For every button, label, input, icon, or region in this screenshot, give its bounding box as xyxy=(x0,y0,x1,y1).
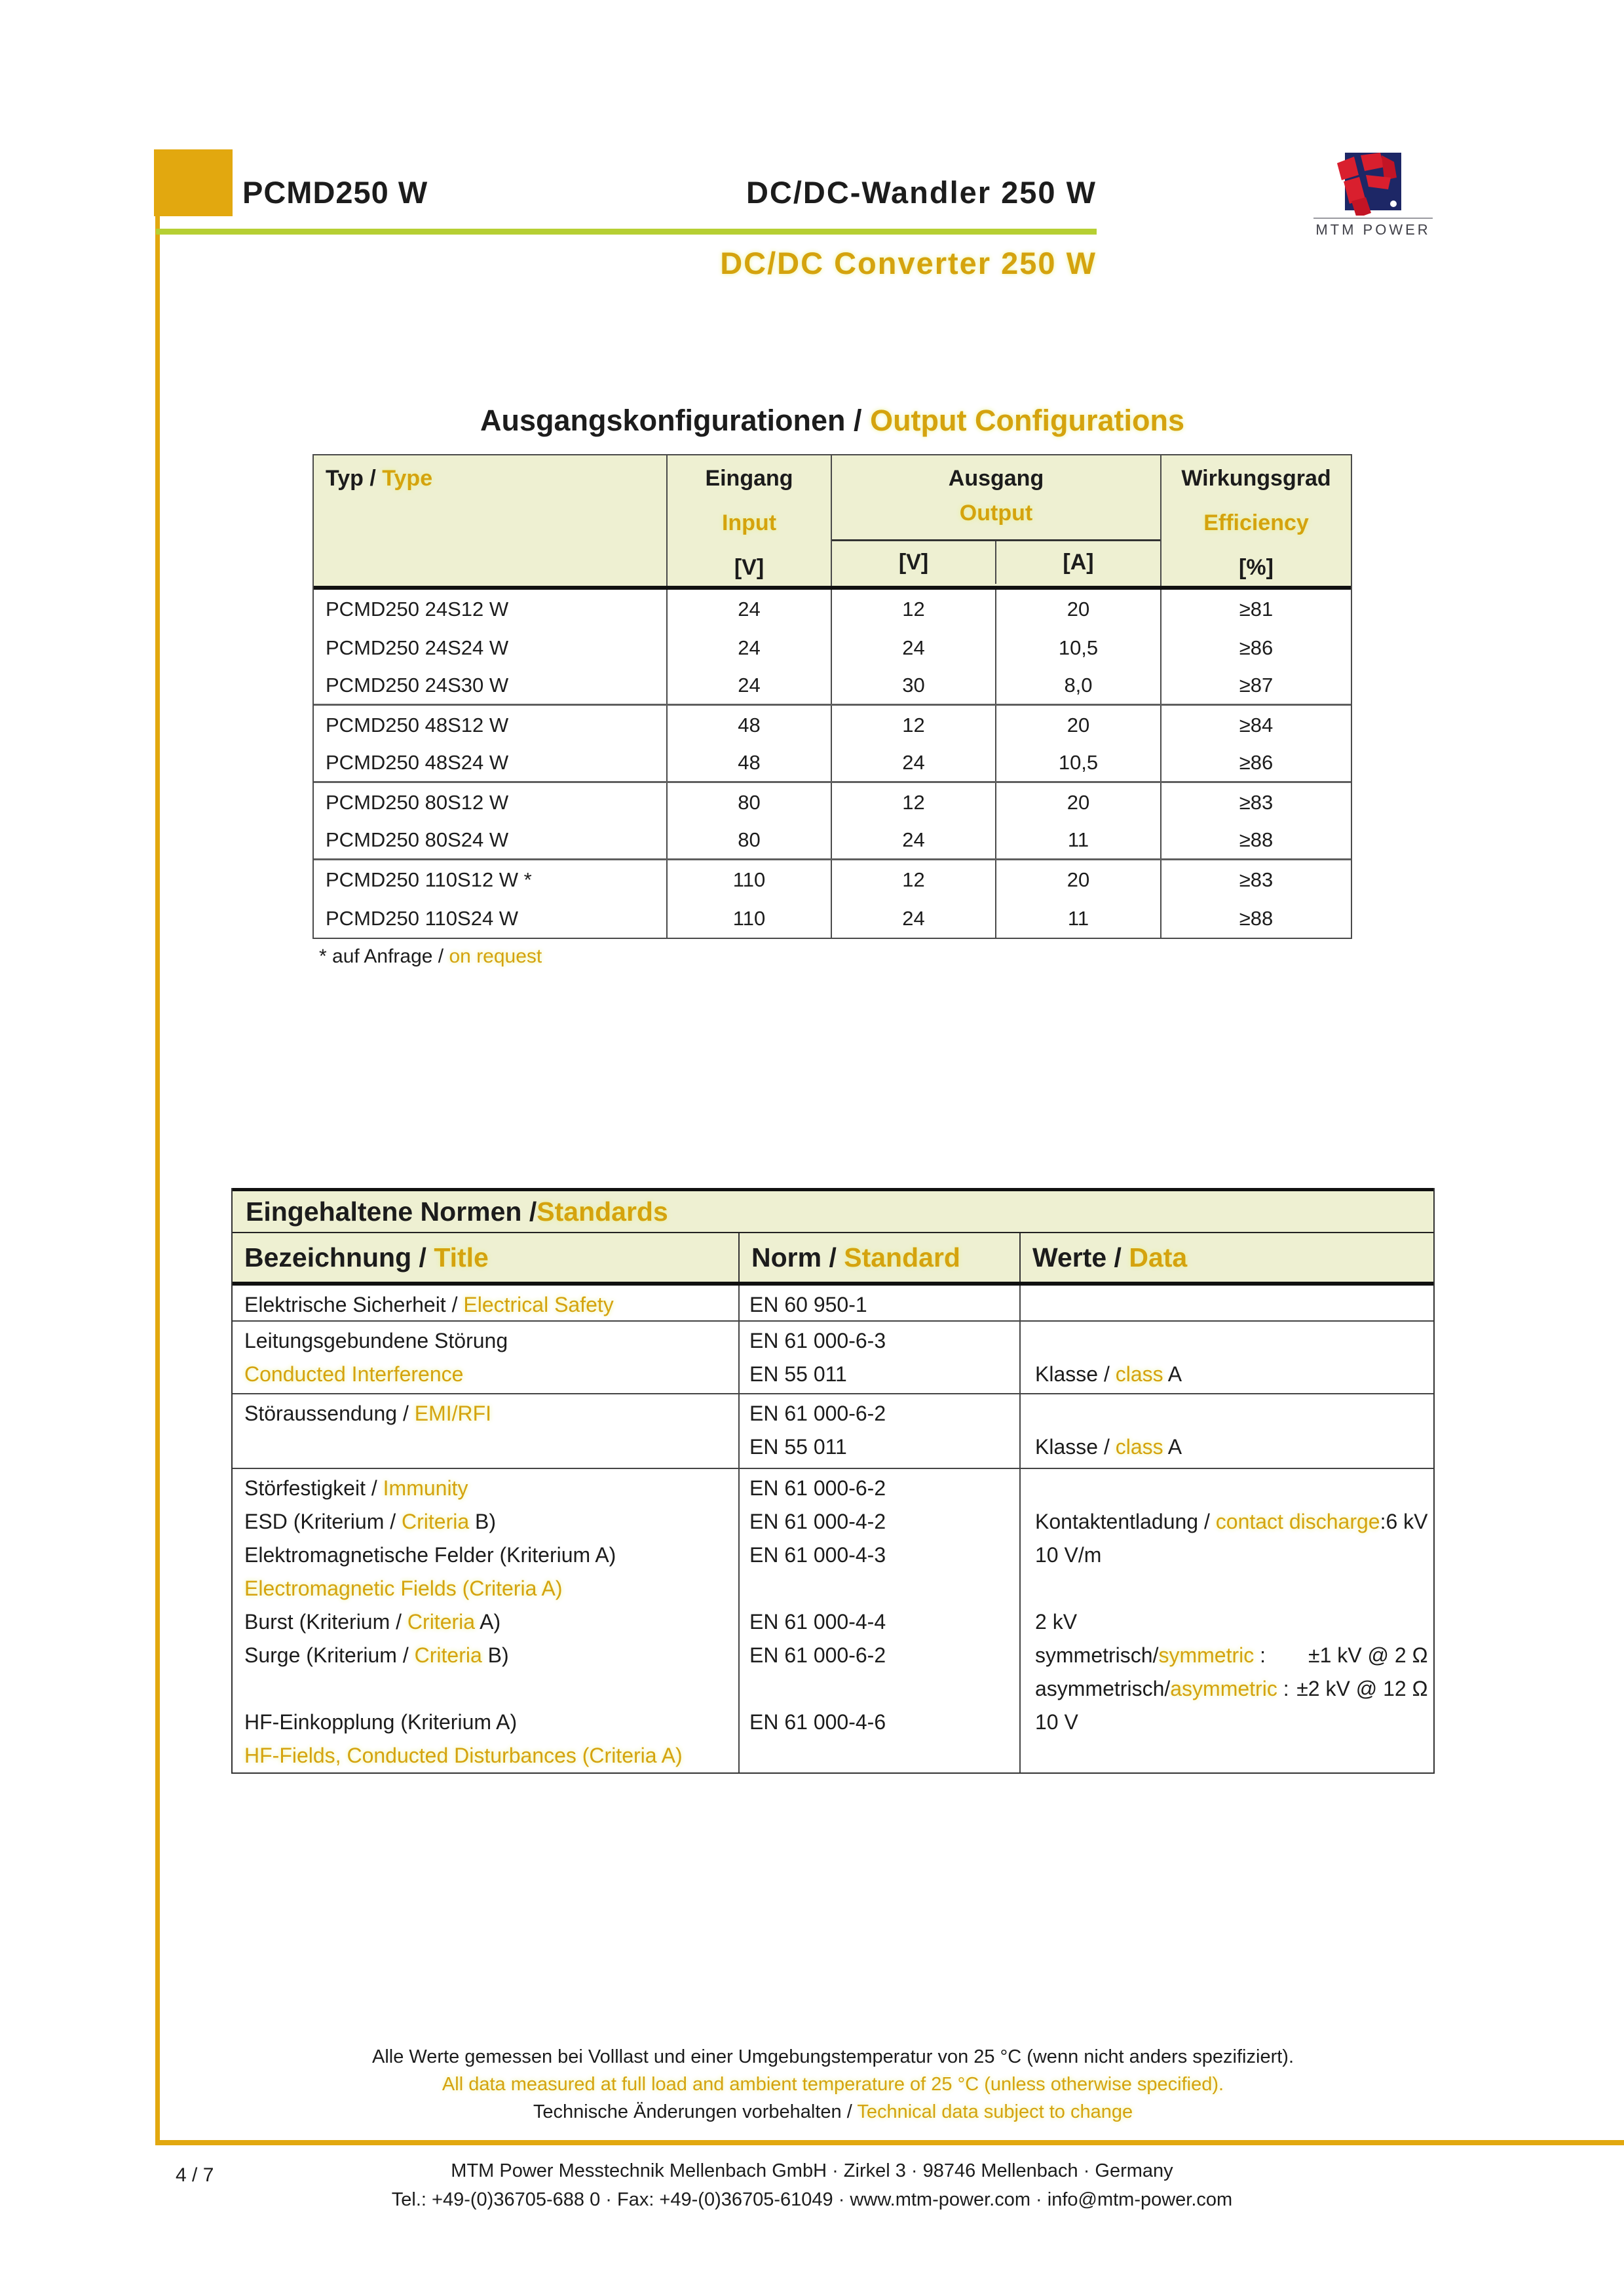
data-line-label: 10 V/m xyxy=(1035,1543,1102,1567)
data-line-label xyxy=(1035,1288,1041,1322)
title-line: HF-Fields, Conducted Disturbances (Criteria A) xyxy=(244,1744,683,1767)
col-header-input-en: Input xyxy=(721,510,777,535)
col-header-output-group xyxy=(832,455,1161,586)
title-line: Störaussendung / EMI/RFI xyxy=(244,1402,492,1425)
standards-table xyxy=(231,1188,1435,1774)
col-header-input-unit: [V] xyxy=(734,555,765,580)
output-footnote-en: on request xyxy=(449,946,542,967)
norm-line: EN 61 000-4-6 xyxy=(749,1710,886,1734)
cell-type: PCMD250 24S12 W xyxy=(314,590,668,628)
data-line-value: 6 kV xyxy=(1386,1510,1428,1533)
cell-output-v: 24 xyxy=(832,899,996,938)
data-line-label xyxy=(1035,1397,1041,1430)
cell-type: PCMD250 48S12 W xyxy=(314,706,668,744)
cell-type: PCMD250 48S24 W xyxy=(314,744,668,781)
data-line xyxy=(1021,1430,1433,1464)
standards-row xyxy=(233,1394,1433,1469)
cell-data xyxy=(1021,1286,1433,1322)
data-line xyxy=(1021,1324,1433,1358)
cell-input-v: 24 xyxy=(668,628,832,667)
norm-line: EN 61 000-6-3 xyxy=(749,1329,886,1352)
output-footnote xyxy=(319,946,542,968)
col-header-output-unit-v: [V] xyxy=(898,550,929,575)
norm-line: EN 61 000-6-2 xyxy=(749,1476,886,1500)
title-line: Elektromagnetische Felder (Kriterium A) xyxy=(244,1543,616,1567)
cell-output-v: 12 xyxy=(832,590,996,628)
data-line-value: ±2 kV @ 12 Ω xyxy=(1296,1677,1428,1700)
standards-title-en: Standards xyxy=(537,1196,668,1227)
cell-output-a: 8,0 xyxy=(996,667,1161,704)
title-line: Elektrische Sicherheit / Electrical Safety xyxy=(244,1293,614,1316)
left-vertical-rule xyxy=(155,216,160,2142)
title-line: Leitungsgebundene Störung xyxy=(244,1329,508,1352)
cell-input-v: 24 xyxy=(668,590,832,628)
footer-page-number: 4 / 7 xyxy=(176,2164,214,2186)
footer-company-line: MTM Power Messtechnik Mellenbach GmbH · Zirkel 3 · 98746 Mellenbach · Germany xyxy=(451,2160,1173,2181)
cell-efficiency: ≥87 xyxy=(1239,674,1274,697)
standards-title xyxy=(233,1188,1433,1233)
table-row xyxy=(314,590,1351,628)
note-line: All data measured at full load and ambient temperature of 25 °C (unless otherwise specified). xyxy=(442,2074,1224,2095)
logo-brand-text: MTM POWER xyxy=(1315,221,1431,238)
data-line xyxy=(1021,1288,1433,1322)
norm-line: EN 60 950-1 xyxy=(749,1293,867,1316)
data-line-label: Klasse / class A xyxy=(1035,1435,1182,1459)
title-line: Burst (Kriterium / Criteria A) xyxy=(244,1610,501,1634)
title-line xyxy=(233,1430,738,1464)
data-line xyxy=(1021,1472,1437,1505)
cell-output-a: 11 xyxy=(996,899,1161,938)
table-row xyxy=(314,628,1351,667)
table-row xyxy=(314,744,1351,783)
standards-row xyxy=(233,1322,1433,1394)
cell-data xyxy=(1021,1394,1433,1468)
cell-data xyxy=(1021,1322,1433,1393)
col-header-input xyxy=(668,455,832,586)
logo-p-icon xyxy=(1333,147,1413,216)
cell-output-v: 24 xyxy=(832,628,996,667)
cell-input-v: 80 xyxy=(668,783,832,822)
cell-output-v: 24 xyxy=(832,822,996,858)
cell-output-v: 12 xyxy=(832,783,996,822)
title-line: Electromagnetic Fields (Criteria A) xyxy=(244,1577,563,1600)
table-row xyxy=(314,860,1351,899)
data-line-label xyxy=(1035,1472,1041,1505)
standards-table-body xyxy=(233,1286,1433,1772)
cell-title xyxy=(233,1322,740,1393)
cell-norm xyxy=(740,1469,1021,1772)
cell-norm xyxy=(740,1394,1021,1468)
title-line: Surge (Kriterium / Criteria B) xyxy=(244,1643,509,1667)
notes-block xyxy=(231,2043,1435,2126)
doc-title-en: DC/DC Converter 250 W xyxy=(720,246,1097,280)
cell-output-v: 12 xyxy=(832,706,996,744)
norm-line: EN 61 000-4-4 xyxy=(749,1610,886,1634)
cell-input-v: 24 xyxy=(668,667,832,704)
title-line: ESD (Kriterium / Criteria B) xyxy=(244,1510,497,1533)
cell-efficiency: ≥86 xyxy=(1239,636,1274,659)
cell-output-v: 30 xyxy=(832,667,996,704)
cell-type: PCMD250 24S24 W xyxy=(314,628,668,667)
data-line-label: asymmetrisch/asymmetric : xyxy=(1035,1677,1289,1700)
cell-efficiency: ≥83 xyxy=(1239,868,1274,891)
norm-line: EN 61 000-4-2 xyxy=(749,1510,886,1533)
data-line xyxy=(1021,1605,1437,1639)
output-config-title-de: Ausgangskonfigurationen / xyxy=(480,404,871,437)
table-row xyxy=(314,667,1351,706)
col-header-eff-unit: [%] xyxy=(1239,555,1274,580)
data-line-value: ±1 kV @ 2 Ω xyxy=(1308,1643,1428,1667)
cell-input-v: 48 xyxy=(668,744,832,781)
data-line xyxy=(1021,1505,1437,1539)
cell-input-v: 48 xyxy=(668,706,832,744)
col-header-type xyxy=(314,455,668,586)
standards-row xyxy=(233,1469,1433,1772)
table-row xyxy=(314,783,1351,822)
cell-norm xyxy=(740,1322,1021,1393)
cell-type: PCMD250 110S12 W * xyxy=(314,860,668,899)
cell-type: PCMD250 80S24 W xyxy=(314,822,668,858)
output-table-header xyxy=(314,455,1351,590)
standards-col-header-norm: Norm / Standard xyxy=(740,1233,1021,1282)
cell-title xyxy=(233,1394,740,1468)
norm-line xyxy=(740,1672,1019,1706)
accent-square xyxy=(154,149,233,216)
cell-type: PCMD250 110S24 W xyxy=(314,899,668,938)
mtm-logo xyxy=(1313,147,1433,239)
cell-efficiency: ≥84 xyxy=(1239,713,1274,737)
output-config-title xyxy=(312,404,1352,438)
standards-col-headers xyxy=(233,1233,1433,1286)
product-title: PCMD250 W xyxy=(242,175,428,210)
cell-title xyxy=(233,1286,740,1322)
data-line-label: Klasse / class A xyxy=(1035,1362,1182,1386)
standards-col-header-data: Werte / Data xyxy=(1032,1242,1188,1272)
output-config-table xyxy=(312,454,1352,939)
table-row xyxy=(314,706,1351,744)
data-line-label: 10 V xyxy=(1035,1710,1078,1734)
col-header-type-de: Typ / xyxy=(326,466,383,491)
output-footnote-de: * auf Anfrage / xyxy=(319,946,449,967)
cell-efficiency: ≥86 xyxy=(1239,751,1274,774)
table-row xyxy=(314,899,1351,938)
output-table-body xyxy=(314,590,1351,938)
data-line xyxy=(1021,1539,1437,1572)
title-line: Conducted Interference xyxy=(244,1362,464,1386)
cell-type: PCMD250 80S12 W xyxy=(314,783,668,822)
data-line xyxy=(1021,1639,1437,1672)
cell-input-v: 80 xyxy=(668,822,832,858)
col-header-efficiency xyxy=(1161,455,1351,586)
header-divider-line xyxy=(156,229,1097,235)
note-line: Alle Werte gemessen bei Volllast und einer Umgebungstemperatur von 25 °C (wenn nicht anders spezifiziert). xyxy=(372,2046,1294,2067)
norm-line: EN 61 000-6-2 xyxy=(749,1643,886,1667)
cell-type: PCMD250 24S30 W xyxy=(314,667,668,704)
col-header-output-unit-a: [A] xyxy=(1063,550,1094,575)
data-line-label: 2 kV xyxy=(1035,1610,1078,1634)
doc-title-de: DC/DC-Wandler 250 W xyxy=(746,175,1097,210)
cell-efficiency: ≥81 xyxy=(1239,597,1274,621)
footer-contact-line: Tel.: +49-(0)36705-688 0 · Fax: +49-(0)36705-61049 · www.mtm-power.com · info@mtm-power.com xyxy=(391,2189,1233,2210)
col-header-eff-en: Efficiency xyxy=(1203,510,1309,535)
norm-line: EN 61 000-6-2 xyxy=(749,1402,886,1425)
title-line: Störfestigkeit / Immunity xyxy=(244,1476,468,1500)
standards-row xyxy=(233,1286,1433,1322)
logo-rule xyxy=(1313,218,1433,219)
cell-output-a: 10,5 xyxy=(996,628,1161,667)
data-line xyxy=(1021,1572,1437,1605)
cell-efficiency: ≥88 xyxy=(1239,828,1274,851)
output-config-title-en: Output Configurations xyxy=(870,404,1184,437)
col-header-output-de: Ausgang xyxy=(948,466,1044,491)
cell-output-v: 24 xyxy=(832,744,996,781)
title-line: HF-Einkopplung (Kriterium A) xyxy=(244,1710,518,1734)
cell-output-a: 20 xyxy=(996,783,1161,822)
data-line xyxy=(1021,1358,1433,1391)
cell-output-a: 20 xyxy=(996,590,1161,628)
bottom-horizontal-rule xyxy=(155,2140,1624,2145)
col-header-output-en: Output xyxy=(959,501,1033,526)
col-header-eff-de: Wirkungsgrad xyxy=(1181,466,1331,491)
data-line-label xyxy=(1035,1324,1041,1358)
norm-line: EN 61 000-4-3 xyxy=(749,1543,886,1567)
data-line xyxy=(1021,1739,1437,1772)
data-line-label xyxy=(1035,1739,1041,1772)
standards-col-header-title: Bezeichnung / Title xyxy=(233,1233,740,1282)
cell-output-a: 20 xyxy=(996,706,1161,744)
cell-output-a: 20 xyxy=(996,860,1161,899)
cell-input-v: 110 xyxy=(668,899,832,938)
data-line xyxy=(1021,1672,1437,1706)
cell-output-a: 11 xyxy=(996,822,1161,858)
standards-title-de: Eingehaltene Normen / xyxy=(246,1196,537,1227)
cell-title xyxy=(233,1469,740,1772)
data-line xyxy=(1021,1397,1433,1430)
data-line-label: symmetrisch/symmetric : xyxy=(1035,1643,1266,1667)
norm-line xyxy=(740,1572,1019,1605)
cell-output-a: 10,5 xyxy=(996,744,1161,781)
cell-data xyxy=(1021,1469,1437,1772)
norm-line: EN 55 011 xyxy=(749,1435,847,1459)
note-line: Technische Änderungen vorbehalten / Technical data subject to change xyxy=(533,2101,1133,2122)
data-line xyxy=(1021,1706,1437,1739)
norm-line: EN 55 011 xyxy=(749,1362,847,1386)
cell-norm xyxy=(740,1286,1021,1322)
cell-efficiency: ≥83 xyxy=(1239,790,1274,814)
title-line xyxy=(233,1672,738,1706)
norm-line xyxy=(740,1739,1019,1772)
data-line-label xyxy=(1035,1572,1041,1605)
cell-input-v: 110 xyxy=(668,860,832,899)
col-header-type-en: Type xyxy=(382,466,433,491)
data-line-label: Kontaktentladung / contact discharge: xyxy=(1035,1510,1386,1533)
cell-efficiency: ≥88 xyxy=(1239,906,1274,930)
col-header-input-de: Eingang xyxy=(705,466,793,491)
cell-output-v: 12 xyxy=(832,860,996,899)
table-row xyxy=(314,822,1351,860)
